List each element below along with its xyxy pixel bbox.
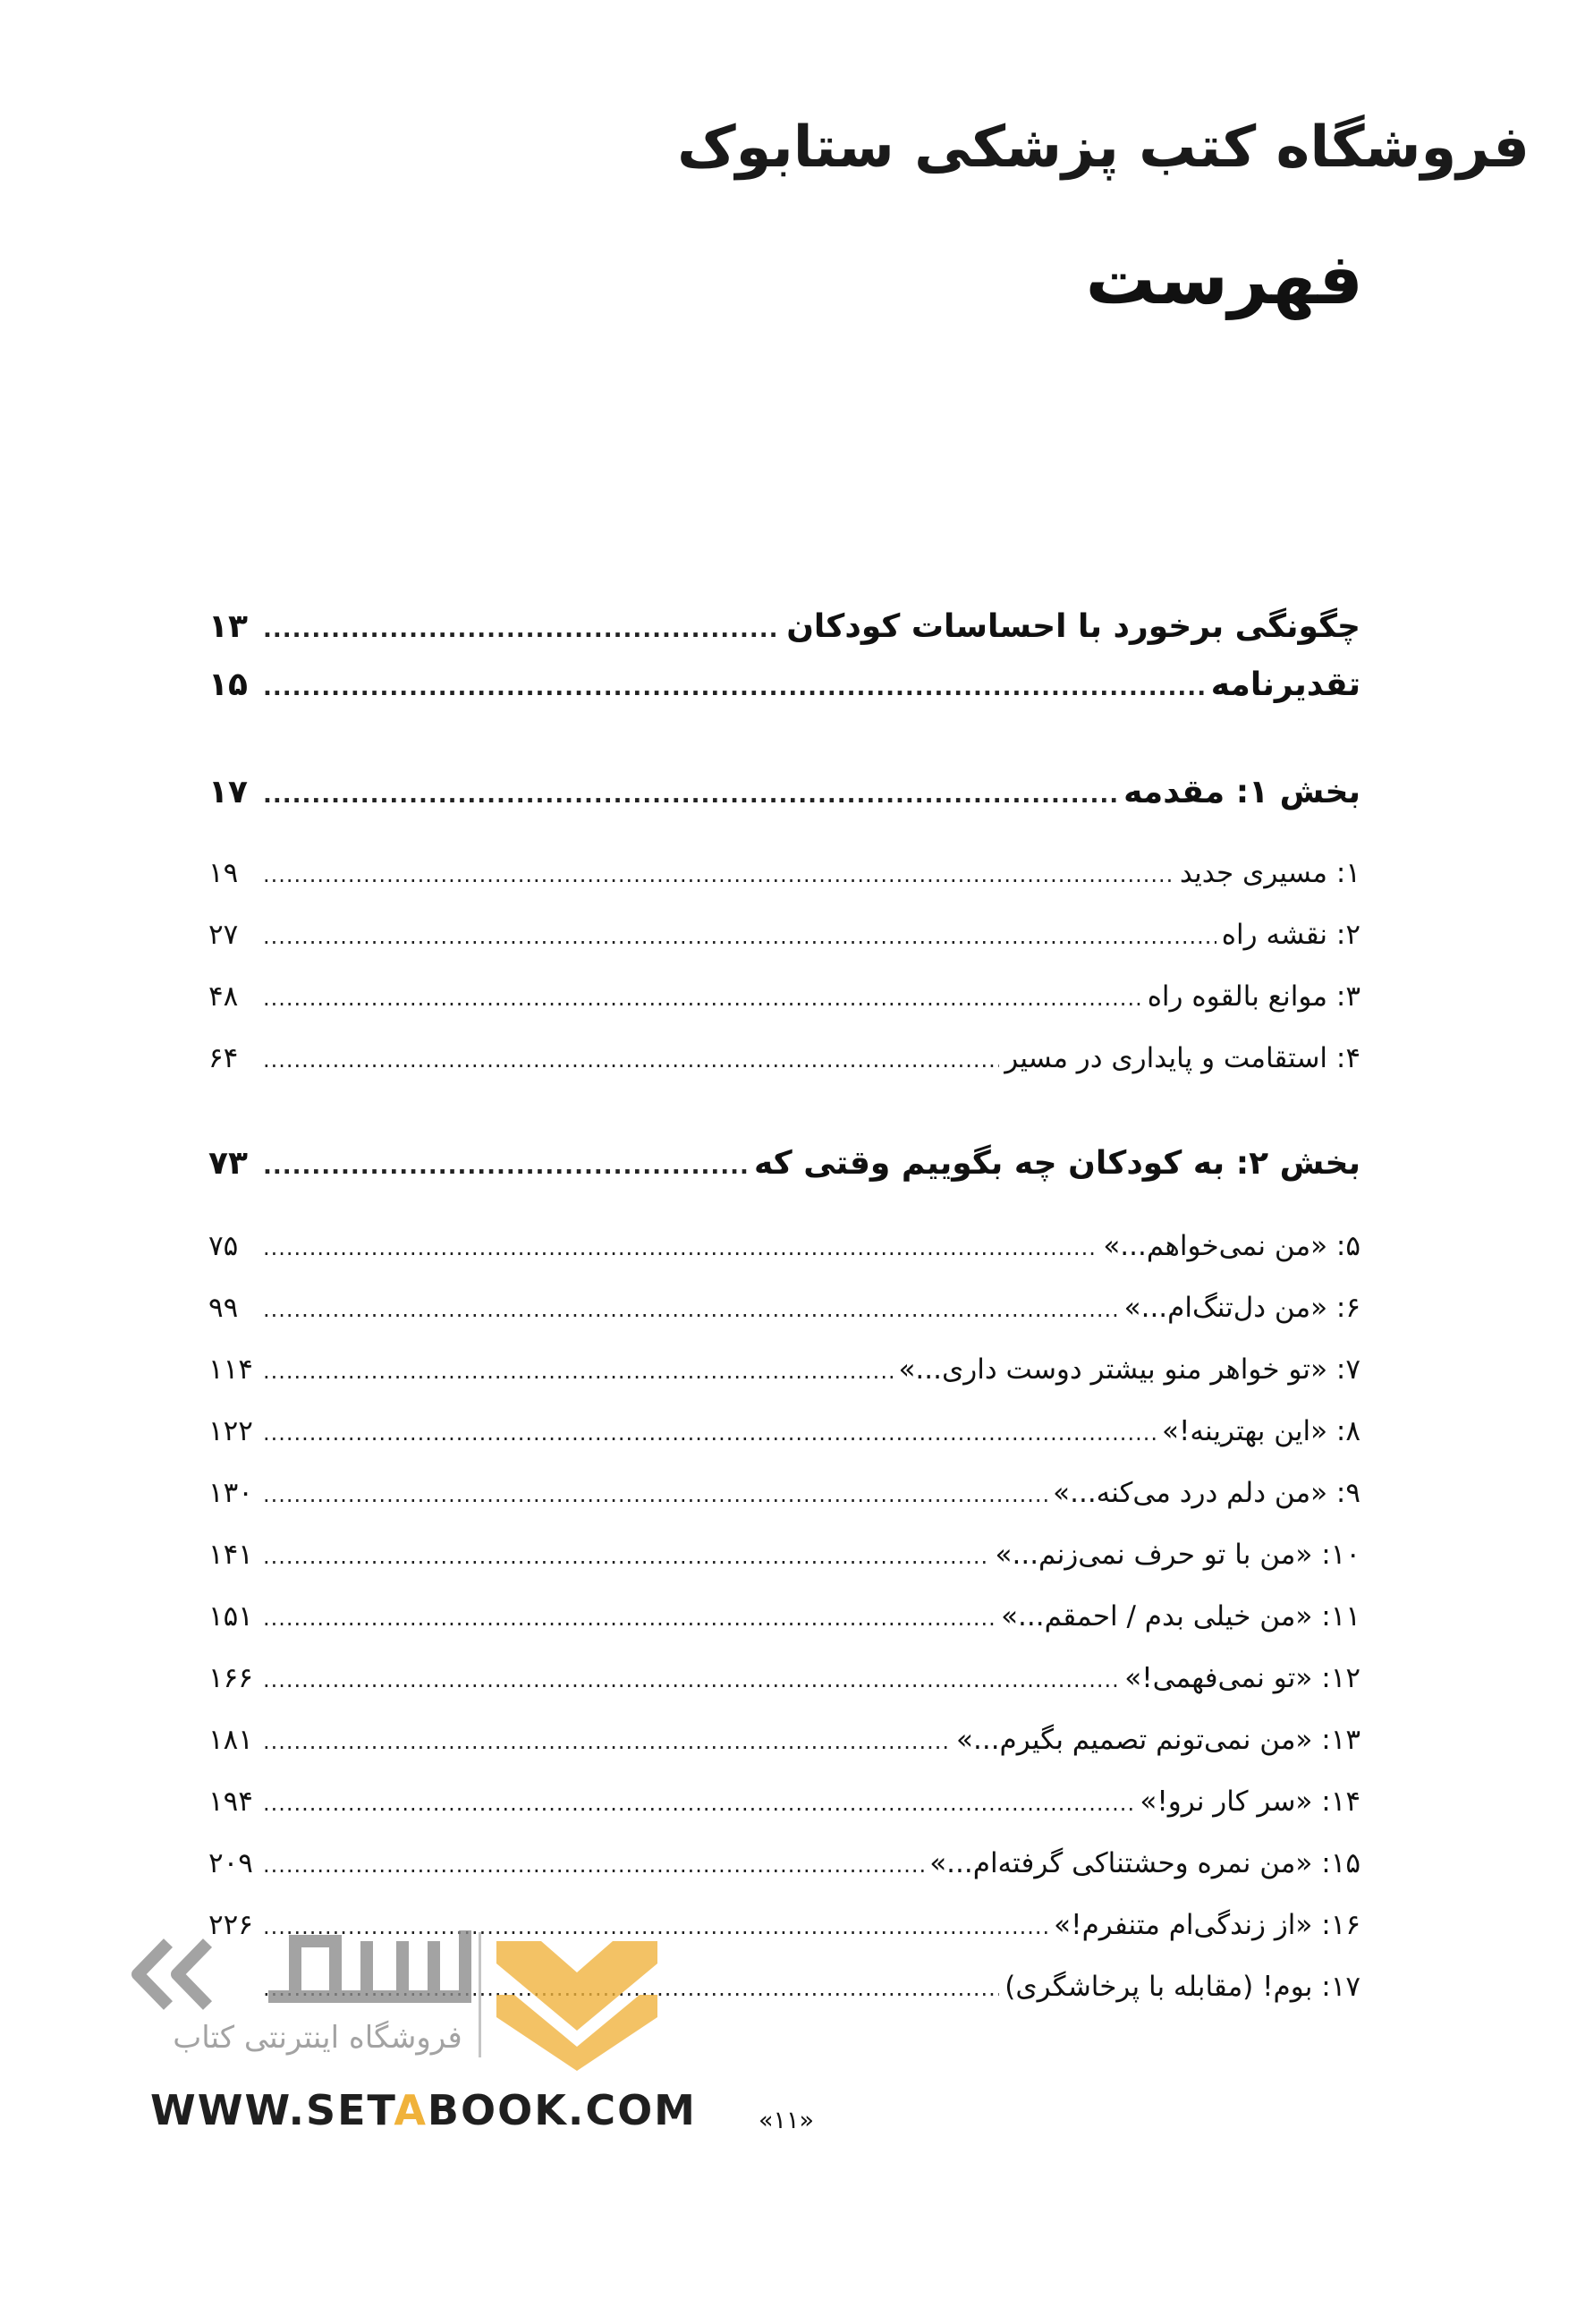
dot-leader — [263, 1297, 1119, 1322]
toc-entry-page: ۲۷ — [208, 919, 239, 951]
dot-leader — [263, 1729, 951, 1754]
toc-entry[interactable] — [208, 774, 1360, 827]
setabook-wordmark-icon — [259, 1914, 474, 2013]
toc-entry-page: ۷۵ — [208, 1230, 239, 1262]
watermark-url — [150, 2086, 697, 2134]
toc-entry-page: ۱۹ — [208, 857, 239, 889]
toc-entry-page: ۱۲۲ — [208, 1415, 253, 1447]
toc-entry[interactable] — [208, 980, 1360, 1034]
dot-leader — [263, 1791, 1134, 1816]
toc-entry[interactable] — [208, 1847, 1360, 1901]
dot-leader — [263, 1853, 924, 1878]
toc-entry[interactable] — [208, 1785, 1360, 1839]
toc-entry-page: ۹۹ — [208, 1292, 239, 1324]
toc-entry[interactable] — [208, 1042, 1360, 1096]
url-part: BOOK.COM — [427, 2086, 697, 2134]
dot-leader — [263, 862, 1174, 887]
dot-leader — [263, 616, 781, 643]
dot-leader — [263, 1359, 893, 1384]
toc-entry[interactable] — [208, 1724, 1360, 1777]
toc-entry[interactable] — [208, 666, 1360, 720]
toc-entry[interactable] — [208, 1145, 1360, 1199]
dot-leader — [263, 1606, 996, 1631]
url-accent-letter: A — [394, 2086, 428, 2134]
toc-entry-title: ۱۴: «سر کار نرو!» — [1140, 1785, 1360, 1818]
store-title: فروشگاه کتب پزشکی ستابوک — [677, 115, 1530, 181]
toc-entry-page: ۲۲۶ — [208, 1909, 253, 1941]
toc-entry-page: ۴۸ — [208, 980, 239, 1013]
dot-leader — [263, 674, 1206, 701]
toc-entry-title: ۱: مسیری جدید — [1179, 857, 1360, 889]
toc-entry-page: ۱۷ — [208, 774, 248, 810]
toc-entry-title: ۱۵: «من نمره وحشتناکی گرفته‌ام...» — [929, 1847, 1360, 1879]
page-number: «۱۱» — [759, 2107, 815, 2134]
toc-entry-page: ۶۴ — [208, 1042, 239, 1074]
toc-entry[interactable] — [208, 1662, 1360, 1716]
toc-entry-title: ۶: «من دل‌تنگ‌ام...» — [1123, 1292, 1360, 1324]
dot-leader — [263, 1235, 1098, 1260]
watermark-tagline: فروشگاه اینترنتی کتاب — [173, 2020, 462, 2056]
dot-leader — [263, 782, 1118, 809]
toc-entry-title: ۵: «من نمی‌خواهم...» — [1103, 1230, 1360, 1262]
toc-entry[interactable] — [208, 857, 1360, 911]
dot-leader — [263, 1421, 1157, 1446]
toc-entry-title: ۷: «تو خواهر منو بیشتر دوست داری...» — [898, 1353, 1360, 1386]
toc-entry[interactable] — [208, 1353, 1360, 1407]
toc-entry-page: ۱۳ — [208, 608, 248, 645]
toc-entry-page: ۱۱۴ — [208, 1353, 253, 1386]
toc-entry-page: ۱۵ — [208, 666, 248, 703]
toc-entry[interactable] — [208, 1230, 1360, 1284]
dot-leader — [263, 986, 1142, 1011]
toc-entry-title: ۱۲: «تو نمی‌فهمی!» — [1124, 1662, 1360, 1694]
toc-entry-title: ۱۶: «از زندگی‌ام متنفرم!» — [1054, 1909, 1360, 1941]
toc-entry-title: ۱۷: بوم! (مقابله با پرخاشگری) — [1004, 1971, 1360, 2003]
toc-entry-page: ۱۸۱ — [208, 1724, 253, 1756]
toc-entry-title: ۱۱: «من خیلی بدم / احمقم...» — [1001, 1600, 1360, 1633]
toc-entry-title: تقدیرنامه — [1210, 666, 1360, 703]
toc-entry-page: ۱۶۶ — [208, 1662, 253, 1694]
toc-entry[interactable] — [208, 1600, 1360, 1654]
dot-leader — [263, 924, 1216, 949]
toc-entry-title: ۲: نقشه راه — [1221, 919, 1360, 951]
toc-entry-page: ۱۵۱ — [208, 1600, 253, 1633]
book-stack-logo-icon — [487, 1923, 666, 2075]
toc-entry-title: بخش ۲: به کودکان چه بگوییم وقتی که — [753, 1145, 1360, 1182]
toc-entry-title: بخش ۱: مقدمه — [1123, 774, 1360, 810]
toc-entry[interactable] — [208, 1292, 1360, 1345]
toc-entry-page: ۱۳۰ — [208, 1477, 253, 1509]
dot-leader — [263, 1667, 1119, 1692]
toc-entry[interactable] — [208, 1415, 1360, 1469]
dot-leader — [263, 1544, 990, 1569]
toc-entry-page: ۷۳ — [208, 1145, 248, 1182]
toc-entry-page: ۱۴۱ — [208, 1539, 253, 1571]
toc-entry-title: چگونگی برخورد با احساسات کودکان — [786, 608, 1360, 645]
toc-entry-title: ۱۰: «من با تو حرف نمی‌زنم...» — [995, 1539, 1360, 1571]
toc-entry-page: ۲۰۹ — [208, 1847, 253, 1879]
toc-entry[interactable] — [208, 1539, 1360, 1592]
toc-entry-title: ۱۳: «من نمی‌تونم تصمیم بگیرم...» — [956, 1724, 1360, 1756]
toc-heading: فهرست — [1085, 240, 1363, 320]
toc-entry-title: ۴: استقامت و پایداری در مسیر — [1004, 1042, 1360, 1074]
toc-entry[interactable] — [208, 919, 1360, 972]
toc-entry-title: ۹: «من دلم درد می‌کنه...» — [1053, 1477, 1360, 1509]
toc-entry[interactable] — [208, 1477, 1360, 1531]
toc-entry-title: ۸: «این بهترینه!» — [1162, 1415, 1360, 1447]
toc-entry-title: ۳: موانع بالقوه راه — [1147, 980, 1360, 1013]
dot-leader — [263, 1482, 1047, 1507]
double-chevron-left-icon — [125, 1934, 250, 2014]
toc-entry-page: ۱۹۴ — [208, 1785, 253, 1818]
dot-leader — [263, 1047, 999, 1073]
toc-entry[interactable] — [208, 608, 1360, 662]
url-part: WWW.SET — [150, 2086, 394, 2134]
dot-leader — [263, 1153, 749, 1180]
